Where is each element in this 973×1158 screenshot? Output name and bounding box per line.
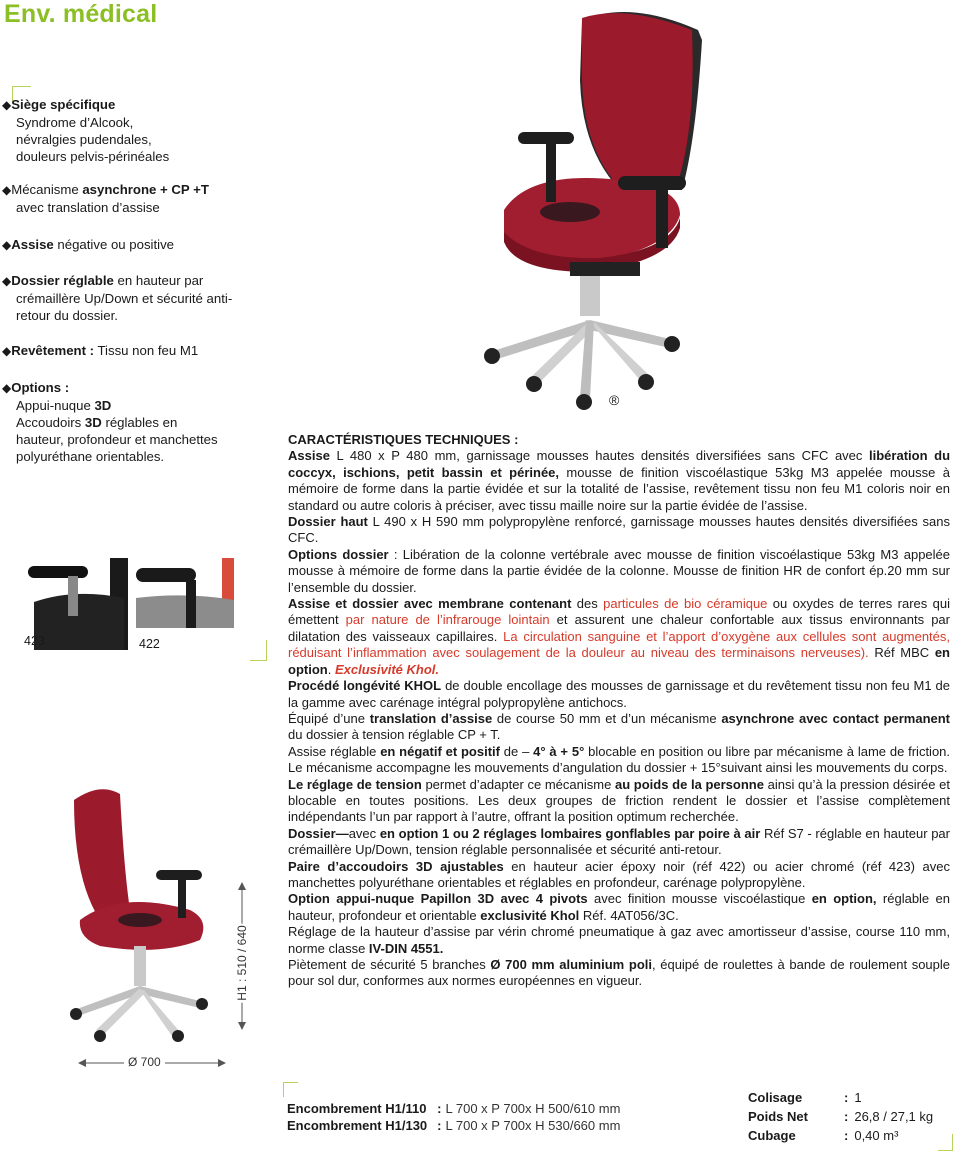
feature-text: réglables en [101, 415, 178, 430]
diamond-bullet-icon: ◆ [2, 238, 12, 252]
feature-line: névralgies pudendales, [16, 132, 152, 147]
encombrement-table [287, 1100, 624, 1134]
tech-paragraph: Assise et dossier avec membrane contenant des particules de bio céramique ou oxydes de terres rares qui émettent par nature de l’infrarouge lointain et assurent une chaleur confortable aux tissus environnants par dilatation des vaisseaux capillaires. La circulation sanguine et l’apport d’oxygène aux cellules sont augmentés, réduisant l’inflammation avec soulagement de la douleur au niveau des terminaisons nerveuses). Réf MBC en option. Exclusivité Khol. [288, 596, 951, 677]
encombrement-label: Encombrement H1/130 [287, 1118, 428, 1133]
tech-paragraph: Piètement de sécurité 5 branches Ø 700 mm aluminium poli, équipé de roulettes à bande de roulement souple pour sol dur, conformes aux normes européennes en vigueur. [288, 957, 950, 989]
tech-paragraph: Options dossier : Libération de la colonne vertébrale avec mousse de finition viscoélastique 53kg M3 appelée mousse à mémoire de forme dans la partie évidée de la colonne. Mousse de finition HR de confort ép.20 mm sur l’ensemble du dossier. [288, 546, 950, 595]
spec-label: Poids Net [748, 1109, 808, 1124]
feature-bold: 3D [94, 398, 112, 413]
feature-text: Tissu non feu M1 [94, 343, 199, 358]
specs-table [748, 1088, 939, 1145]
height-dimension-label: H1 : 510 / 640 [235, 925, 249, 1001]
feature-title: asynchrone + CP +T [82, 182, 209, 197]
diamond-bullet-icon: ◆ [2, 381, 12, 395]
feature-text: Mécanisme [11, 182, 83, 197]
spec-value: 0,40 m³ [854, 1128, 899, 1143]
encombrement-value: L 700 x P 700x H 530/660 mm [445, 1118, 621, 1133]
spec-value: 1 [854, 1090, 862, 1105]
tech-paragraph: Assise réglable en négatif et positif de – 4° à + 5° blocable en position ou libre par mécanisme à lame de friction. Le mécanisme accompagne les mouvements d’angulation du dossier + 15°suivant ainsi les mouvements du corps. [288, 743, 951, 776]
diamond-bullet-icon: ◆ [2, 274, 12, 288]
table-row [287, 1100, 624, 1117]
tech-paragraph: Équipé d’une translation d’assise de course 50 mm et d’un mécanisme asynchrone avec contact permanent du dossier à tension réglable CP + T. [288, 710, 951, 743]
chair-main-image [470, 0, 710, 420]
separator: : [844, 1109, 849, 1124]
registered-mark: ® [609, 392, 620, 408]
feature-line [2, 414, 277, 431]
feature-line: douleurs pelvis-périnéales [16, 149, 170, 164]
feature-line [2, 397, 277, 414]
tech-paragraph: Procédé longévité KHOL de double encollage des mousses de garnissage et du revêtement tissu non feu M1 de la gamme avec carénage intégral polypropylène antichocs. [288, 678, 950, 710]
feature-title: Revêtement : [11, 343, 95, 358]
separator: : [844, 1128, 849, 1143]
feature-dossier [2, 272, 277, 324]
feature-title: Siège spécifique [11, 97, 116, 112]
encombrement-label: Encombrement H1/110 [287, 1101, 427, 1116]
feature-line: polyuréthane orientables. [16, 449, 165, 464]
spec-label: Cubage [748, 1128, 796, 1143]
chair-dimension-image [60, 780, 230, 1060]
technical-characteristics [288, 432, 950, 990]
feature-line: retour du dossier. [16, 308, 118, 323]
encombrement-value: L 700 x P 700x H 500/610 mm [445, 1101, 621, 1116]
feature-title: Dossier réglable [11, 273, 114, 288]
tech-paragraph: Paire d’accoudoirs 3D ajustables en hauteur acier époxy noir (réf 422) ou acier chromé (réf 423) avec manchettes polyuréthane orientables et réglables en profondeur, carénage polypropylène. [288, 858, 950, 890]
table-row [748, 1107, 939, 1126]
feature-siege [2, 96, 277, 165]
feature-revetement [2, 342, 277, 360]
corner-mark [938, 1134, 953, 1151]
feature-bold: 3D [84, 415, 102, 430]
feature-line: Syndrome d’Alcook, [16, 115, 134, 130]
feature-text: Accoudoirs [16, 415, 82, 430]
separator: : [844, 1090, 849, 1105]
diamond-bullet-icon: ◆ [2, 344, 12, 358]
width-dimension-label: Ø 700 [124, 1055, 165, 1069]
tech-paragraph: Dossier—avec en option 1 ou 2 réglages lombaires gonflables par poire à air Réf S7 - réglable en hauteur par crémaillère Up/Down, tension réglable personnalisée et sécurité anti-retour. [288, 825, 950, 858]
feature-title: Assise [11, 237, 54, 252]
feature-title: Options : [11, 380, 70, 395]
table-row [287, 1117, 624, 1134]
feature-text: négative ou positive [53, 237, 174, 252]
height-dimension [232, 920, 252, 1006]
armrest-label-423: 423 [24, 634, 45, 648]
tech-paragraph: Assise L 480 x P 480 mm, garnissage mousses hautes densités diversifiées sans CFC avec libération du coccyx, ischions, petit bassin et périnée, mousse de finition viscoélastique 53kg M3 appelée mousse à mémoire de forme dans la partie évidée et sur la totalité de l’assise, revêtement tissu non feu M1 coloris noir en standard ou autre coloris à préciser, avec tissu maille noire sur la partie évidée de l’assise. [288, 448, 951, 513]
spec-label: Colisage [748, 1090, 803, 1105]
corner-mark [283, 1082, 298, 1097]
feature-line: crémaillère Up/Down et sécurité anti- [16, 291, 233, 306]
armrest-label-422: 422 [139, 637, 160, 651]
diamond-bullet-icon: ◆ [2, 98, 12, 112]
feature-text: Appui-nuque [16, 398, 91, 413]
feature-options [2, 379, 277, 465]
table-row [748, 1126, 939, 1145]
tech-heading: CARACTÉRISTIQUES TECHNIQUES : [288, 432, 519, 447]
tech-paragraph: Réglage de la hauteur d’assise par vérin chromé pneumatique à gaz avec amortisseur d’assise, course 110 mm, norme classe IV-DIN 4551. [288, 924, 950, 956]
feature-line: avec translation d’assise [16, 200, 160, 215]
tech-paragraph: Dossier haut L 490 x H 590 mm polypropylène renforcé, garnissage mousses hautes densités diversifiées sans CFC. [288, 514, 950, 546]
feature-line: hauteur, profondeur et manchettes [16, 432, 218, 447]
page-title: Env. médical [4, 0, 158, 28]
tech-paragraph: Option appui-nuque Papillon 3D avec 4 pivots avec finition mousse viscoélastique en option, réglable en hauteur, profondeur et orientable exclusivité Khol Réf. 4AT056/3C. [288, 891, 950, 923]
spec-value: 26,8 / 27,1 kg [854, 1109, 934, 1124]
tech-paragraph: Le réglage de tension permet d’adapter ce mécanisme au poids de la personne ainsi qu’à la pression désirée et blocable en toutes positions. Les deux groupes de friction rendent le dossier et l’assise complètement indépendants l’un par rapport à l’autre, offrant la position optimum recherchée. [288, 776, 950, 825]
separator: : [437, 1118, 442, 1133]
table-row [748, 1088, 939, 1107]
feature-assise [2, 236, 277, 254]
diamond-bullet-icon: ◆ [2, 183, 12, 197]
feature-mecanisme [2, 181, 277, 216]
corner-mark [250, 640, 267, 661]
feature-text: en hauteur par [113, 273, 204, 288]
separator: : [437, 1101, 442, 1116]
